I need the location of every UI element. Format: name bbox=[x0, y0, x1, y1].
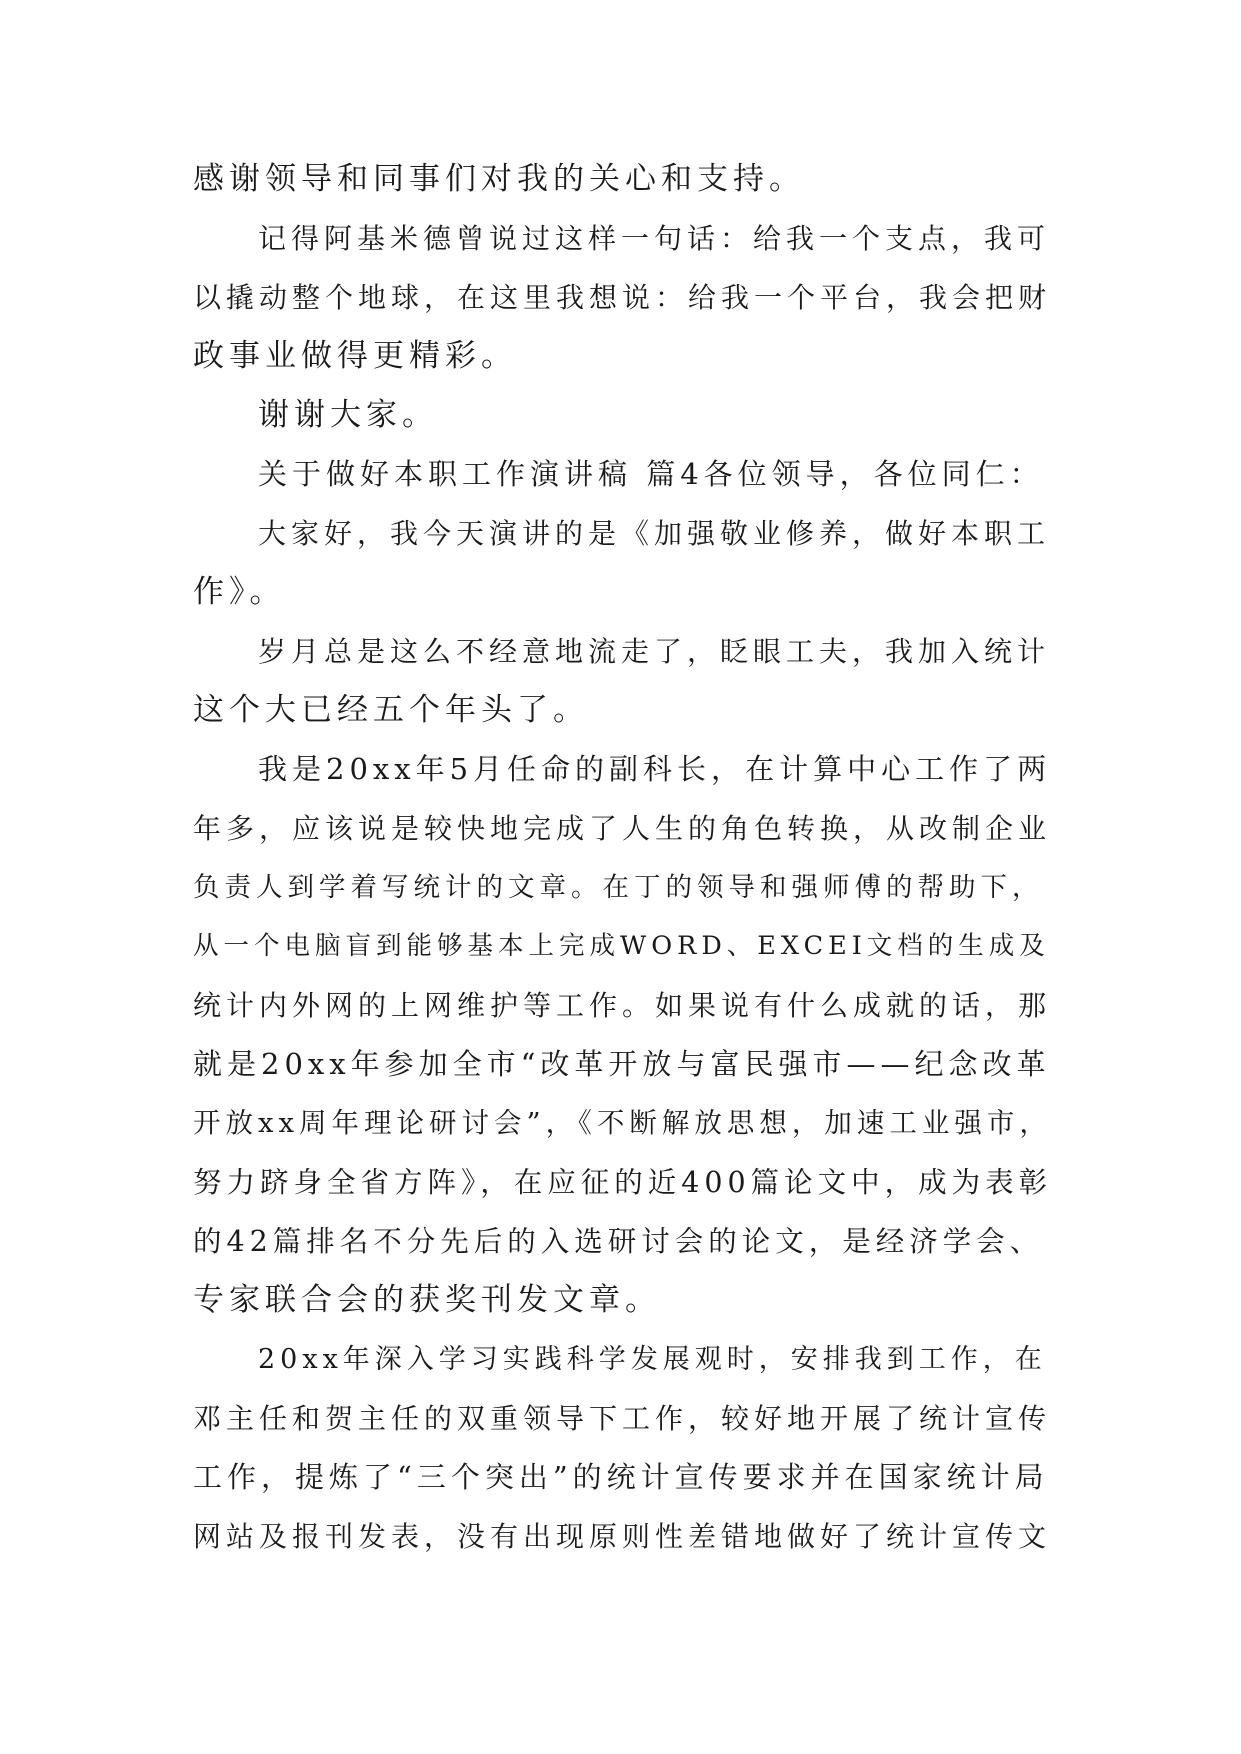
text-line: 努力跻身全省方阵》，在应征的近400篇论文中，成为表彰 bbox=[193, 1166, 1053, 1199]
text-line: 的42篇排名不分先后的入选研讨会的论文，是经济学会、 bbox=[193, 1225, 1044, 1258]
text-line: 政事业做得更精彩。 bbox=[193, 338, 517, 374]
text-line: 以撬动整个地球，在这里我想说：给我一个平台，我会把财 bbox=[193, 281, 1052, 314]
text-line: 工作，提炼了“三个突出”的统计宣传要求并在国家统计局 bbox=[193, 1460, 1049, 1494]
text-line: 年多，应该说是较快地完成了人生的角色转换，从改制企业 bbox=[193, 812, 1052, 845]
text-line: 开放xx周年理论研讨会”，《不断解放思想，加速工业强市， bbox=[193, 1107, 1052, 1139]
text-line: 负责人到学着写统计的文章。在丁的领导和强师傅的帮助下， bbox=[193, 872, 1044, 903]
text-line: 关于做好本职工作演讲稿 篇4各位领导，各位同仁： bbox=[258, 457, 1044, 491]
text-line: 谢谢大家。 bbox=[258, 397, 438, 433]
text-line: 统计内外网的上网维护等工作。如果说有什么成就的话，那 bbox=[193, 989, 1052, 1022]
text-line: 作》。 bbox=[193, 574, 286, 610]
text-line: 感谢领导和同事们对我的关心和支持。 bbox=[193, 161, 805, 197]
text-line: 专家联合会的获奖刊发文章。 bbox=[193, 1282, 661, 1318]
text-line: 从一个电脑盲到能够基本上完成WORD、EXCEI文档的生成及 bbox=[193, 931, 1050, 961]
body-text bbox=[193, 150, 1053, 1566]
text-line: 我是20xx年5月任命的副科长，在计算中心工作了两 bbox=[258, 752, 1052, 786]
text-line: 邓主任和贺主任的双重领导下工作，较好地开展了统计宣传 bbox=[193, 1402, 1052, 1435]
text-line: 记得阿基米德曾说过这样一句话：给我一个支点，我可 bbox=[258, 222, 1051, 255]
text-line: 岁月总是这么不经意地流走了，眨眼工夫，我加入统计 bbox=[258, 635, 1051, 668]
text-line: 网站及报刊发表，没有出现原则性差错地做好了统计宣传文 bbox=[193, 1520, 1052, 1553]
text-line: 就是20xx年参加全市“改革开放与富民强市——纪念改革 bbox=[193, 1047, 1051, 1081]
text-line: 这个大已经五个年头了。 bbox=[193, 692, 589, 728]
text-line: 大家好，我今天演讲的是《加强敬业修养，做好本职工 bbox=[258, 517, 1051, 550]
text-line: 20xx年深入学习实践科学发展观时，安排我到工作，在 bbox=[258, 1344, 1047, 1375]
